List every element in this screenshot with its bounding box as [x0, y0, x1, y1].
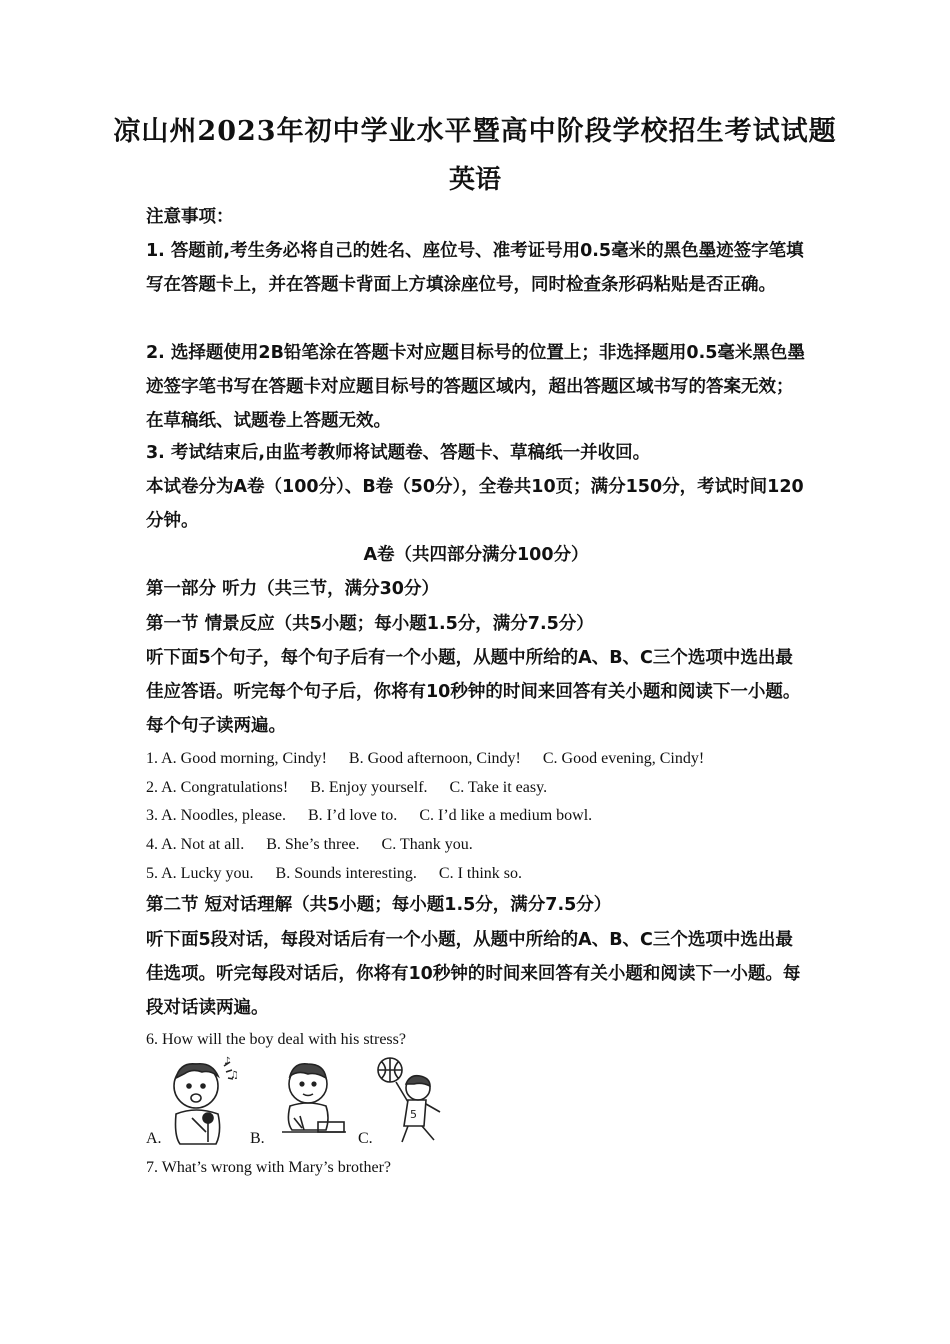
option-b: B. I’d love to.: [307, 807, 398, 824]
option-a: 5. A. Lucky you.: [146, 865, 254, 882]
notice-heading: 注意事项：: [146, 207, 234, 227]
subject-title: 英语: [448, 165, 501, 195]
option-a: 1. A. Good morning, Cindy!: [146, 750, 327, 767]
question-4: [146, 835, 846, 855]
question-7: 7. What’s wrong with Mary’s brother?: [146, 1159, 391, 1176]
question-6-pictures: [146, 1056, 466, 1148]
option-b: B. Sounds interesting.: [275, 865, 417, 882]
studying-boy-icon: [272, 1056, 362, 1148]
notice-item-1: 1. 答题前,考生务必将自己的姓名、座位号、准考证号用0.5毫米的黑色墨迹签字笔填写在答题卡上，并在答题卡背面上方填涂座位号，同时检查条形码粘贴是否正确。: [146, 241, 804, 295]
notice-item-2: 2. 选择题使用2B铅笔涂在答题卡对应题目标号的位置上；非选择题用0.5毫米黑色墨迹签字笔书写在答题卡对应题目标号的答题区域内，超出答题区域书写的答案无效；在草稿纸、试题卷上答题无效。: [146, 343, 805, 431]
question-2: [146, 778, 846, 798]
question-3: [146, 806, 846, 826]
section1-instruction: 听下面5个句子，每个句子后有一个小题，从题中所给的A、B、C三个选项中选出最佳应答语。听完每个句子后，你将有10秒钟的时间来回答有关小题和阅读下一小题。每个句子读两遍。: [146, 648, 801, 736]
svg-text:5: 5: [410, 1108, 417, 1121]
notice-item-3: 3. 考试结束后,由监考教师将试题卷、答题卡、草稿纸一并收回。: [146, 443, 651, 463]
section1-heading: 第一节 情景反应（共5小题；每小题1.5分，满分7.5分）: [146, 614, 594, 634]
section2-heading: 第二节 短对话理解（共5小题；每小题1.5分，满分7.5分）: [146, 895, 612, 915]
question-5: [146, 864, 846, 884]
section2-instruction: 听下面5段对话，每段对话后有一个小题，从题中所给的A、B、C三个选项中选出最佳选项。听完每段对话后，你将有10秒钟的时间来回答有关小题和阅读下一小题。每段对话读两遍。: [146, 930, 801, 1018]
picture-label-b: B.: [250, 1130, 265, 1147]
option-b: B. Enjoy yourself.: [310, 779, 428, 796]
option-a: 3. A. Noodles, please.: [146, 807, 286, 824]
singing-boy-icon: [162, 1056, 242, 1148]
notice-summary: 本试卷分为A卷（100分）、B卷（50分），全卷共10页；满分150分，考试时间120分钟。: [146, 477, 804, 531]
basketball-boy-icon: [374, 1056, 454, 1148]
paper-a-heading: A卷（共四部分满分100分）: [363, 545, 589, 565]
picture-label-a: A.: [146, 1130, 162, 1147]
option-c: C. I’d like a medium bowl.: [419, 807, 593, 824]
option-c: C. Thank you.: [381, 836, 473, 853]
option-a: 2. A. Congratulations!: [146, 779, 289, 796]
option-b: B. She’s three.: [266, 836, 360, 853]
option-b: B. Good afternoon, Cindy!: [348, 750, 521, 767]
option-c: C. I think so.: [438, 865, 523, 882]
part1-heading: 第一部分 听力（共三节，满分30分）: [146, 579, 439, 599]
exam-title: 凉山州2023年初中学业水平暨高中阶段学校招生考试试题: [113, 116, 837, 147]
picture-label-c: C.: [358, 1130, 373, 1147]
question-6: 6. How will the boy deal with his stress?: [146, 1031, 406, 1048]
svg-text:♪: ♪: [224, 1056, 231, 1067]
option-c: C. Good evening, Cindy!: [542, 750, 705, 767]
question-1: [146, 749, 846, 769]
svg-text:♫: ♫: [230, 1070, 239, 1081]
option-c: C. Take it easy.: [449, 779, 548, 796]
option-a: 4. A. Not at all.: [146, 836, 245, 853]
